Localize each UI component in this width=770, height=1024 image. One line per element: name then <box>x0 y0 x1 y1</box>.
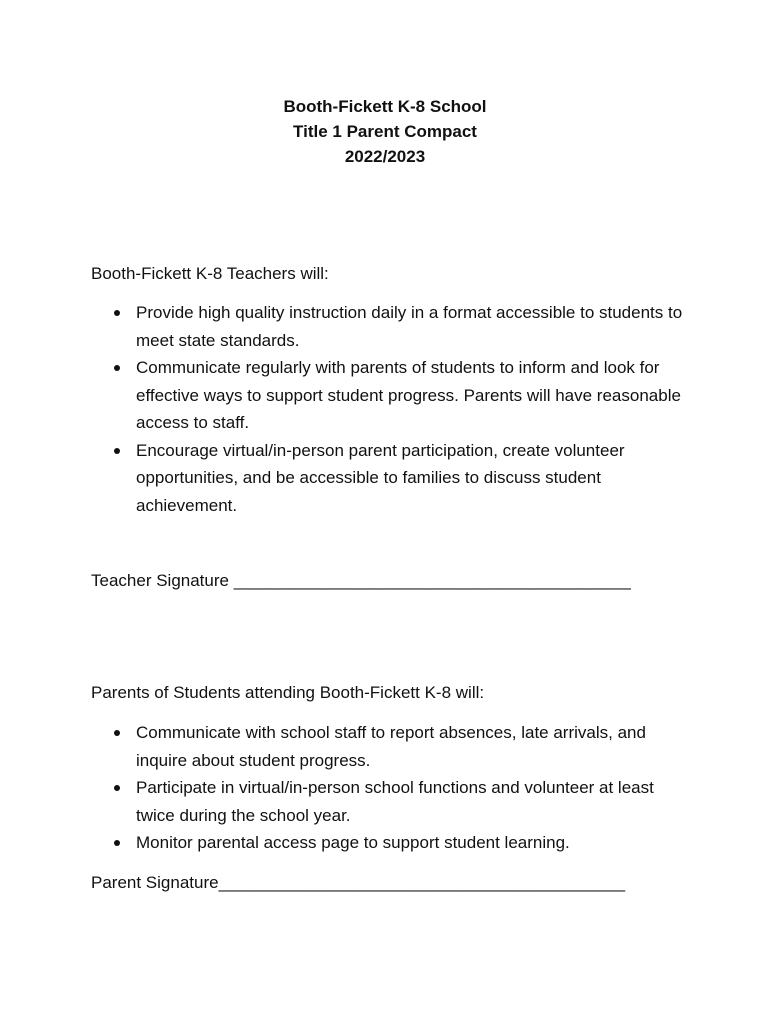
list-item-text: Communicate regularly with parents of students to inform and look for effective ways to support student progress. Parents will have reasonable access to staff. <box>136 358 681 432</box>
parent-signature-line[interactable]: Parent Signature___________________________________________ <box>91 873 626 892</box>
parents-list <box>91 719 691 857</box>
list-item-text: Monitor parental access page to support student learning. <box>136 833 570 852</box>
bullet-icon <box>114 310 120 316</box>
bullet-icon <box>114 730 120 736</box>
list-item <box>91 354 691 437</box>
bullet-icon <box>114 365 120 371</box>
school-name: Booth-Fickett K-8 School <box>283 97 487 116</box>
list-item-text: Communicate with school staff to report absences, late arrivals, and inquire about student progress. <box>136 723 646 770</box>
bullet-icon <box>114 785 120 791</box>
teacher-signature-line[interactable]: Teacher Signature __________________________________________ <box>91 571 631 590</box>
school-year: 2022/2023 <box>344 147 426 166</box>
list-item <box>91 829 691 857</box>
list-item-text: Participate in virtual/in-person school functions and volunteer at least twice during the school year. <box>136 778 654 825</box>
teachers-list <box>91 299 691 519</box>
teachers-intro: Booth-Fickett K-8 Teachers will: <box>91 264 329 283</box>
bullet-icon <box>114 840 120 846</box>
list-item-text: Encourage virtual/in-person parent participation, create volunteer opportunities, and be accessible to families to discuss student achievement. <box>136 440 625 515</box>
parents-intro: Parents of Students attending Booth-Fickett K-8 will: <box>91 683 485 702</box>
bullet-icon <box>114 448 120 454</box>
document-title: Title 1 Parent Compact <box>293 122 477 141</box>
list-item <box>91 299 691 354</box>
document-header <box>0 94 770 169</box>
list-item <box>91 774 691 829</box>
list-item <box>91 437 691 520</box>
list-item-text: Provide high quality instruction daily in a format accessible to students to meet state standards. <box>136 303 683 350</box>
list-item <box>91 719 691 774</box>
